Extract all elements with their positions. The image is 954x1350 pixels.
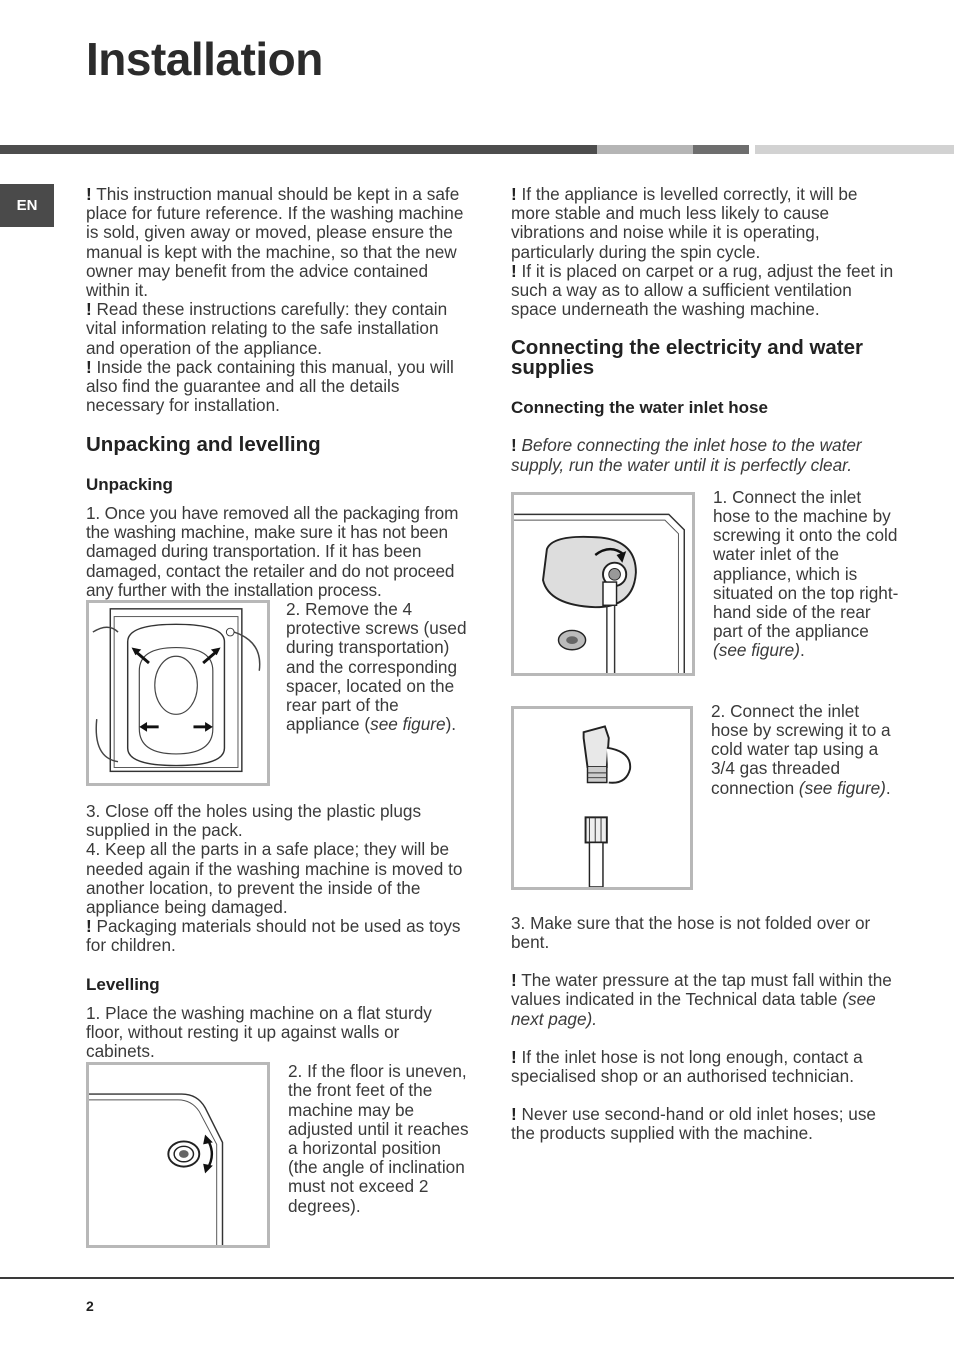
- warning-mark: !: [86, 299, 92, 320]
- warning-mark: !: [86, 184, 92, 204]
- header-bar-light: [597, 145, 693, 154]
- level-note-1: ! If the appliance is levelled correctly, it will be more stable and much less likely to cause vibrations and noise while it is operating, particularly during the spin cycle.: [511, 184, 858, 262]
- header-bar-pale: [755, 145, 954, 154]
- subheading-inlet-hose: Connecting the water inlet hose: [511, 398, 768, 418]
- section-heading-unpacking-levelling: Unpacking and levelling: [86, 433, 321, 457]
- inlet-figure-row-2: [511, 700, 899, 890]
- warning-mark: !: [511, 184, 517, 204]
- level-step-2: 2. If the floor is uneven, the front feet of the machine may be adjusted until it reaches a horizontal position (the angle of inclination must not exceed 2 degrees).: [288, 1061, 469, 1216]
- page-title: Installation: [86, 33, 323, 85]
- warning-mark: !: [511, 1046, 517, 1067]
- water-tap-figure: [511, 706, 693, 890]
- unpack-step-1: 1. Once you have removed all the packaging from the washing machine, make sure it has not been damaged during transportation. If it has been damaged, contact the retailer and do not proceed any further with the installation process.: [86, 502, 459, 600]
- warning-mark: !: [511, 435, 517, 456]
- inlet-step-1: 1. Connect the inlet hose to the machine by screwing it onto the cold water inlet of the appliance, which is situated on the top right-hand side of the rear part of the appliance (see figure).: [713, 486, 899, 661]
- warning-mark: !: [86, 356, 92, 377]
- inlet-step-2: 2. Connect the inlet hose by screwing it to a cold water tap using a 3/4 gas threaded connection (see figure).: [711, 700, 891, 798]
- intro-note-1: ! This instruction manual should be kept in a safe place for future reference. If the washing machine is sold, given away or moved, please ensure the manual is kept with the machine, so that the new owner may benefit from the advice contained within it.: [86, 184, 464, 301]
- section-heading-connecting: Connecting the electricity and water supplies: [511, 336, 863, 379]
- inlet-figure-row-1: [511, 486, 899, 676]
- subheading-levelling: Levelling: [86, 974, 160, 994]
- language-tab: EN: [0, 184, 54, 227]
- machine-inlet-icon: [514, 495, 692, 673]
- level-step-1: 1. Place the washing machine on a flat sturdy floor, without resting it up against walls or cabinets.: [86, 1002, 432, 1061]
- hose-length-warning: ! If the inlet hose is not long enough, contact a specialised shop or an authorised technician.: [511, 1046, 863, 1087]
- subheading-unpacking: Unpacking: [86, 474, 173, 494]
- machine-inlet-figure: [511, 492, 695, 676]
- warning-mark: !: [86, 916, 92, 937]
- adjustable-foot-figure: [86, 1062, 270, 1248]
- unpack-step-4: 4. Keep all the parts in a safe place; they will be needed again if the washing machine is moved to another location, to prevent the inside of the appliance being damaged.: [86, 839, 463, 917]
- pressure-warning: ! The water pressure at the tap must fall within the values indicated in the Technical data table (see next page).: [511, 970, 892, 1029]
- left-column: [86, 185, 470, 1248]
- unpack-step-3: 3. Close off the holes using the plastic plugs supplied in the pack.: [86, 800, 422, 841]
- right-column: [511, 185, 899, 1144]
- level-figure-row: [86, 1062, 470, 1248]
- warning-mark: !: [511, 1104, 517, 1125]
- rear-screws-figure: [86, 600, 270, 786]
- old-hose-warning: ! Never use second-hand or old inlet hoses; use the products supplied with the machine.: [511, 1104, 876, 1144]
- inlet-warning: ! Before connecting the inlet hose to the water supply, run the water until it is perfectly clear.: [511, 435, 862, 475]
- unpack-figure-row: [86, 600, 470, 786]
- footer-rule: [0, 1277, 954, 1279]
- warning-mark: !: [511, 970, 517, 991]
- adjustable-foot-icon: [89, 1065, 267, 1245]
- header-bar-mid: [693, 145, 749, 154]
- packaging-warning: ! Packaging materials should not be used as toys for children.: [86, 916, 461, 956]
- washing-machine-rear-icon: [89, 603, 267, 783]
- unpack-step-2: 2. Remove the 4 protective screws (used during transportation) and the corresponding spacer, located on the rear part of the appliance (see figure).: [286, 598, 467, 735]
- intro-note-2: ! Read these instructions carefully: they contain vital information relating to the safe installation and operation of the appliance.: [86, 299, 448, 358]
- inlet-step-3: 3. Make sure that the hose is not folded over or bent.: [511, 912, 871, 953]
- intro-note-3: ! Inside the pack containing this manual, you will also find the guarantee and all the details necessary for installation.: [86, 356, 454, 416]
- water-tap-connection-icon: [514, 709, 690, 887]
- level-note-2: ! If it is placed on carpet or a rug, adjust the feet in such a way as to allow a sufficient ventilation space underneath the washing machine.: [511, 260, 894, 320]
- header-bar-dark: [0, 145, 597, 154]
- page-number: 2: [86, 1298, 94, 1314]
- warning-mark: !: [511, 260, 517, 281]
